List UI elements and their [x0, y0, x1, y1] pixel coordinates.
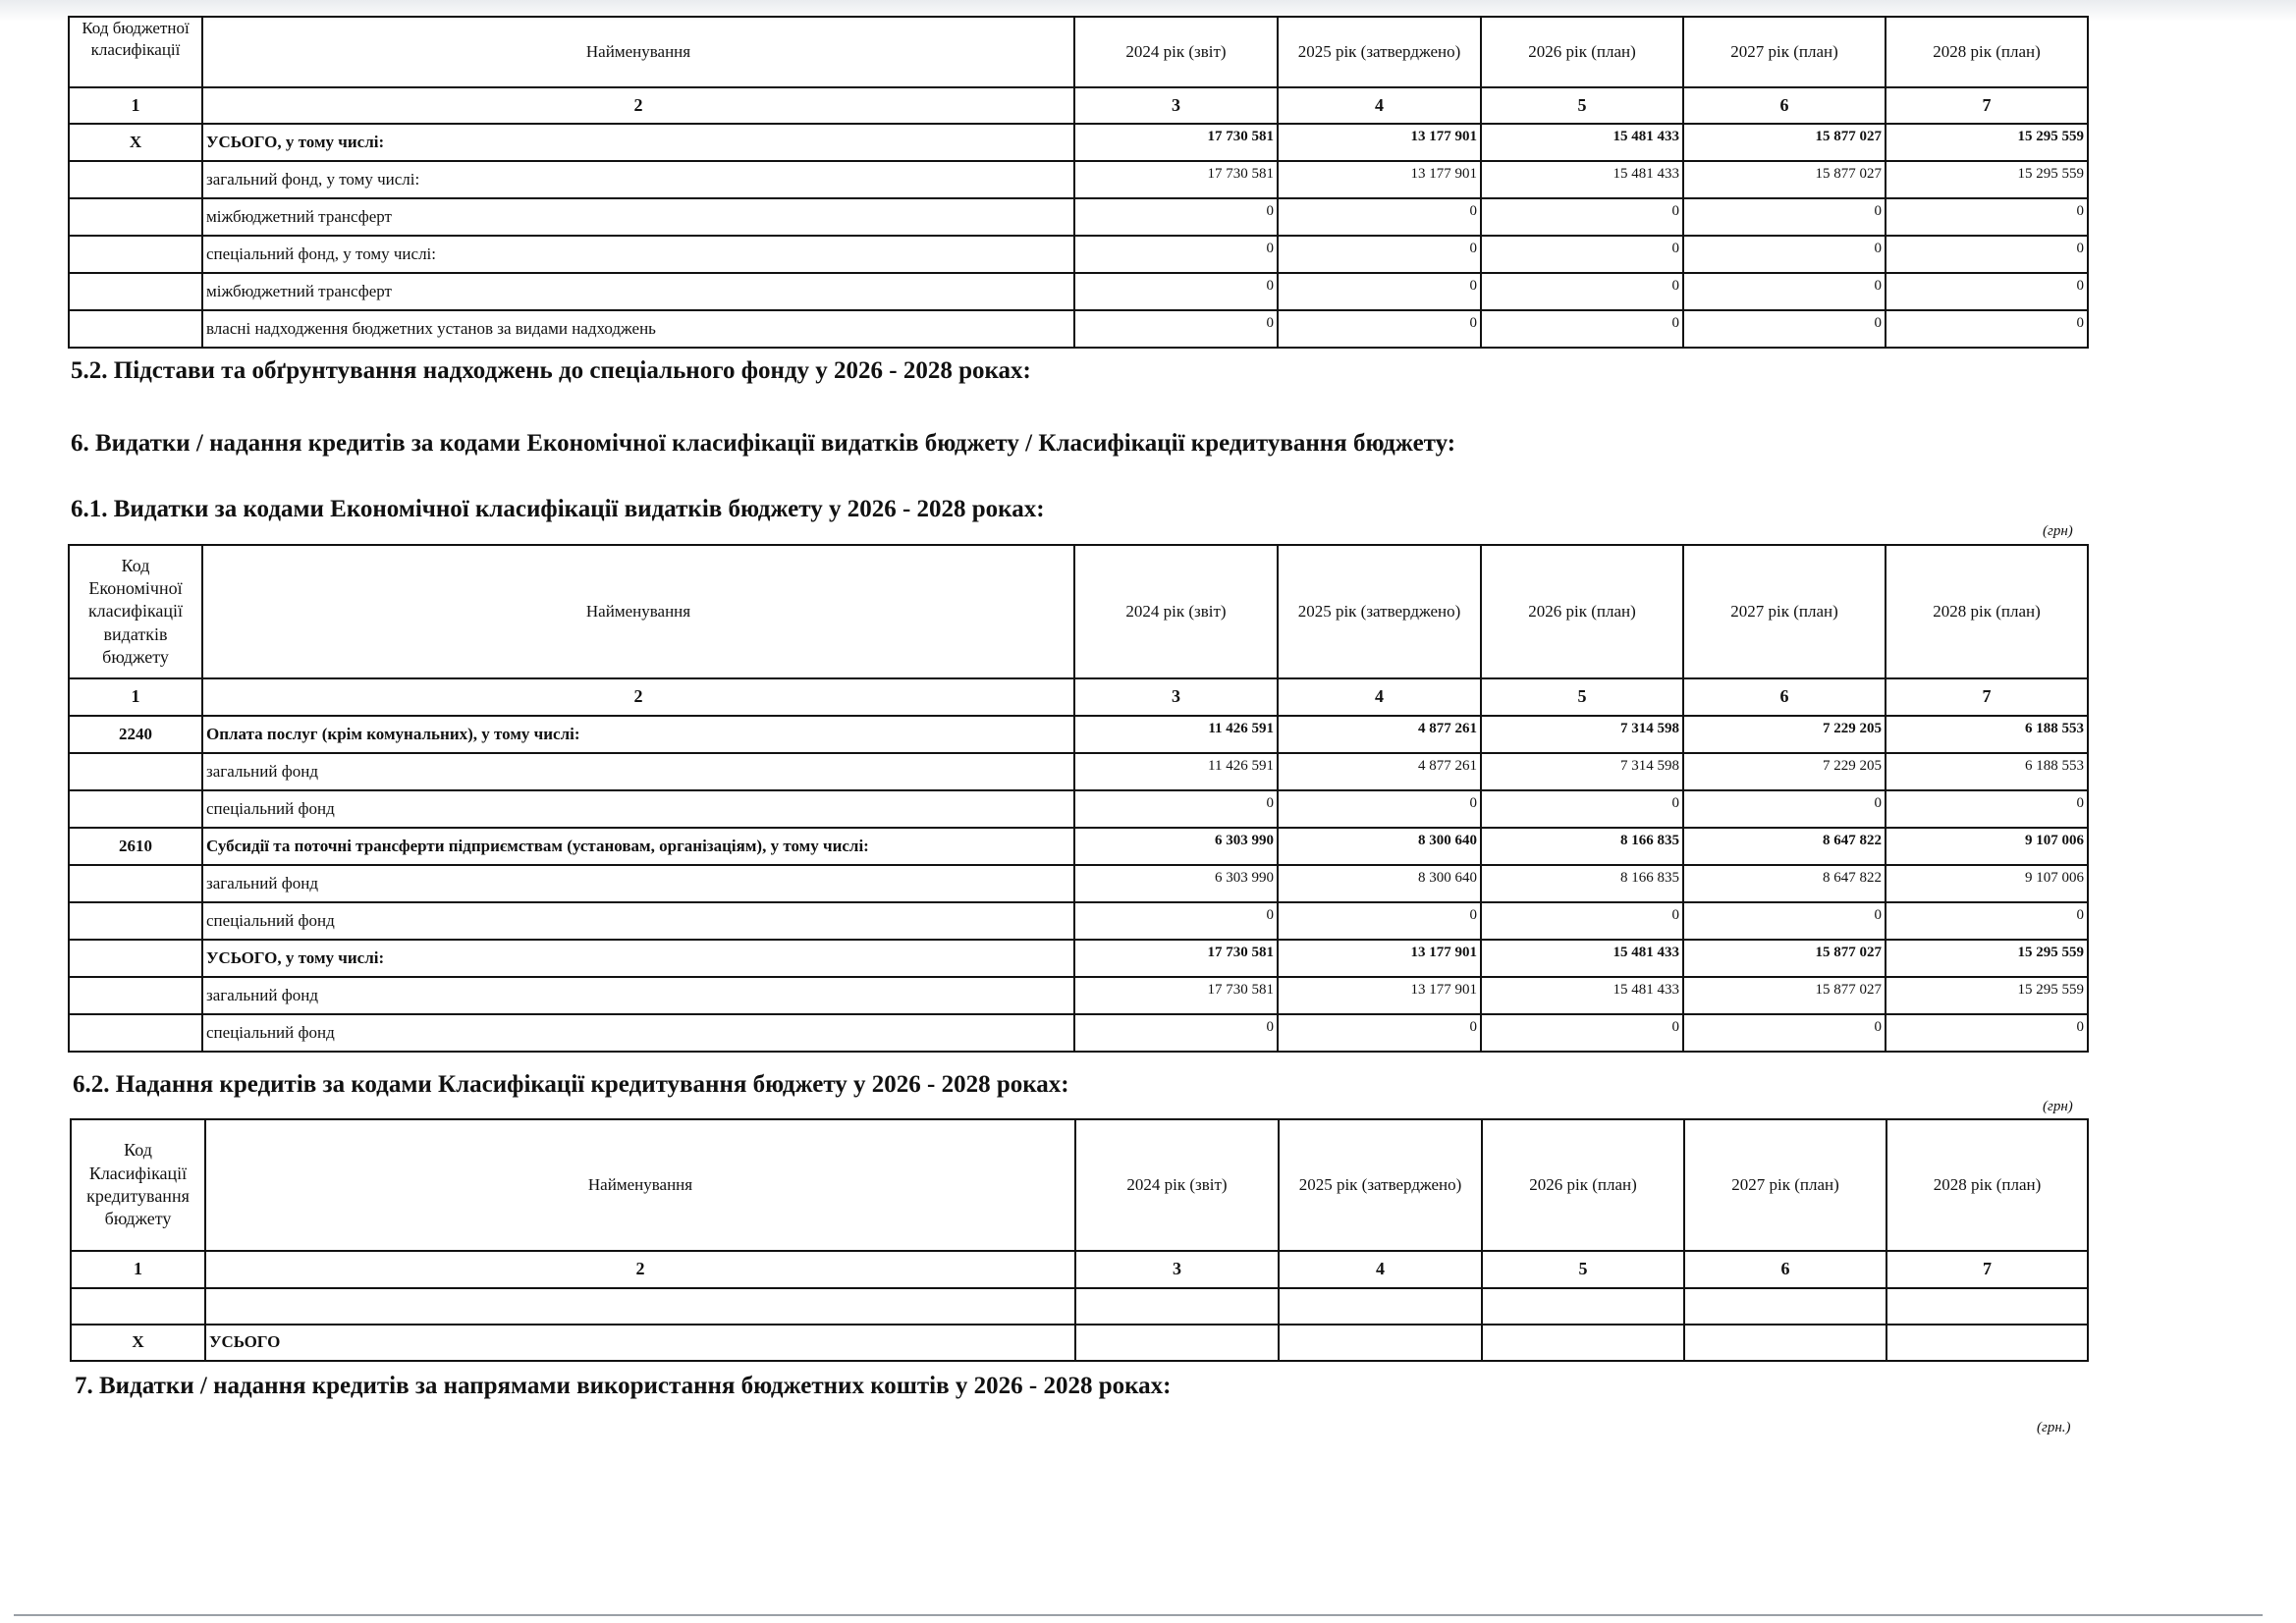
- col-num: 6: [1683, 678, 1886, 716]
- year-2025-header: 2025 рік (затверджено): [1278, 17, 1481, 87]
- name-header: Найменування: [205, 1119, 1075, 1251]
- row-value: 9 107 006: [1886, 828, 2088, 865]
- table-row: [71, 1288, 2088, 1325]
- row-value: 0: [1278, 198, 1481, 236]
- section-6-1-heading: 6.1. Видатки за кодами Економічної класифікації видатків бюджету у 2026 - 2028 роках:: [71, 496, 1045, 522]
- row-value: 0: [1886, 273, 2088, 310]
- row-value: 0: [1278, 236, 1481, 273]
- row-name: загальний фонд, у тому числі:: [202, 161, 1074, 198]
- row-value: 13 177 901: [1278, 977, 1481, 1014]
- row-value: 7 314 598: [1481, 753, 1683, 790]
- table-row: [69, 236, 2088, 273]
- expenditure-table: [68, 544, 2089, 1053]
- row-value: 8 300 640: [1278, 865, 1481, 902]
- row-code: [69, 902, 202, 940]
- revenue-table: [68, 16, 2089, 349]
- row-value: 15 481 433: [1481, 124, 1683, 161]
- year-2024-header: 2024 рік (звіт): [1074, 17, 1278, 87]
- row-value: 0: [1278, 1014, 1481, 1052]
- row-code: 2240: [69, 716, 202, 753]
- row-code: [69, 753, 202, 790]
- row-value: 0: [1886, 310, 2088, 348]
- row-value: 0: [1886, 790, 2088, 828]
- year-2026-header: 2026 рік (план): [1481, 17, 1683, 87]
- row-value: 17 730 581: [1074, 124, 1278, 161]
- col-num: 5: [1482, 1251, 1684, 1288]
- col-num: 4: [1278, 87, 1481, 124]
- row-value: [1482, 1325, 1684, 1361]
- row-value: 6 303 990: [1074, 865, 1278, 902]
- year-2028-header: 2028 рік (план): [1886, 17, 2088, 87]
- row-code: [69, 273, 202, 310]
- row-code: [69, 790, 202, 828]
- row-value: 6 188 553: [1886, 716, 2088, 753]
- year-2026-header: 2026 рік (план): [1482, 1119, 1684, 1251]
- row-value: 15 877 027: [1683, 977, 1886, 1014]
- row-name: загальний фонд: [202, 865, 1074, 902]
- row-value: 7 314 598: [1481, 716, 1683, 753]
- row-value: 4 877 261: [1278, 716, 1481, 753]
- year-2026-header: 2026 рік (план): [1481, 545, 1683, 678]
- table-row: [69, 902, 2088, 940]
- row-code: [69, 977, 202, 1014]
- row-value: 0: [1481, 790, 1683, 828]
- col-num: 1: [69, 678, 202, 716]
- row-name: власні надходження бюджетних установ за видами надходжень: [202, 310, 1074, 348]
- row-value: 0: [1278, 790, 1481, 828]
- row-value: [1886, 1325, 2088, 1361]
- row-name: загальний фонд: [202, 753, 1074, 790]
- col-num: 1: [69, 87, 202, 124]
- row-value: 13 177 901: [1278, 124, 1481, 161]
- row-name: УСЬОГО, у тому числі:: [202, 940, 1074, 977]
- row-value: 0: [1074, 1014, 1278, 1052]
- row-value: [1886, 1288, 2088, 1325]
- column-number-row: [69, 87, 2088, 124]
- col-num: 3: [1074, 87, 1278, 124]
- row-code: Х: [71, 1325, 205, 1361]
- row-value: 17 730 581: [1074, 977, 1278, 1014]
- row-value: 0: [1481, 902, 1683, 940]
- row-value: 17 730 581: [1074, 940, 1278, 977]
- row-value: 15 295 559: [1886, 977, 2088, 1014]
- row-value: [1075, 1288, 1279, 1325]
- row-value: [1279, 1288, 1482, 1325]
- row-value: 0: [1481, 198, 1683, 236]
- col-num: 5: [1481, 678, 1683, 716]
- row-value: 7 229 205: [1683, 716, 1886, 753]
- row-value: 8 647 822: [1683, 865, 1886, 902]
- row-name: міжбюджетний трансферт: [202, 198, 1074, 236]
- year-2027-header: 2027 рік (план): [1683, 545, 1886, 678]
- column-number-row: [69, 678, 2088, 716]
- table-row: [69, 198, 2088, 236]
- row-name: УСЬОГО, у тому числі:: [202, 124, 1074, 161]
- row-value: 0: [1683, 1014, 1886, 1052]
- row-value: 0: [1886, 902, 2088, 940]
- row-value: 9 107 006: [1886, 865, 2088, 902]
- col-num: 2: [202, 87, 1074, 124]
- row-value: 0: [1886, 198, 2088, 236]
- row-value: 0: [1278, 273, 1481, 310]
- row-name: спеціальний фонд: [202, 1014, 1074, 1052]
- row-value: [1279, 1325, 1482, 1361]
- table-row: [69, 310, 2088, 348]
- row-value: 15 295 559: [1886, 940, 2088, 977]
- row-code: [69, 865, 202, 902]
- row-value: 8 647 822: [1683, 828, 1886, 865]
- section-5-2-heading: 5.2. Підстави та обґрунтування надходжень до спеціального фонду у 2026 - 2028 роках:: [71, 357, 1031, 384]
- year-2027-header: 2027 рік (план): [1684, 1119, 1886, 1251]
- year-2025-header: 2025 рік (затверджено): [1278, 545, 1481, 678]
- row-name: загальний фонд: [202, 977, 1074, 1014]
- name-header: Найменування: [202, 17, 1074, 87]
- year-2024-header: 2024 рік (звіт): [1075, 1119, 1279, 1251]
- col-num: 7: [1886, 678, 2088, 716]
- table-row: [69, 161, 2088, 198]
- row-value: 0: [1481, 236, 1683, 273]
- section-6-heading: 6. Видатки / надання кредитів за кодами Економічної класифікації видатків бюджету / Класифікації кредитування бюджету:: [71, 430, 1456, 457]
- row-value: 15 877 027: [1683, 124, 1886, 161]
- row-code: [69, 310, 202, 348]
- table-row: [69, 865, 2088, 902]
- row-value: [1684, 1288, 1886, 1325]
- code-header: Код бюджетної класифікації: [69, 17, 202, 87]
- row-code: [69, 1014, 202, 1052]
- year-2024-header: 2024 рік (звіт): [1074, 545, 1278, 678]
- row-value: 0: [1683, 236, 1886, 273]
- row-value: 0: [1481, 1014, 1683, 1052]
- row-value: 15 481 433: [1481, 940, 1683, 977]
- table-row: [69, 828, 2088, 865]
- row-value: 8 166 835: [1481, 828, 1683, 865]
- row-value: 15 877 027: [1683, 161, 1886, 198]
- unit-label: (грн.): [2037, 1420, 2071, 1435]
- table-row: [69, 753, 2088, 790]
- row-value: 17 730 581: [1074, 161, 1278, 198]
- row-value: 0: [1278, 310, 1481, 348]
- col-num: 1: [71, 1251, 205, 1288]
- row-value: [1075, 1325, 1279, 1361]
- row-value: 0: [1683, 273, 1886, 310]
- row-code: [69, 161, 202, 198]
- year-2027-header: 2027 рік (план): [1683, 17, 1886, 87]
- row-value: 6 188 553: [1886, 753, 2088, 790]
- row-value: 15 481 433: [1481, 161, 1683, 198]
- section-6-2-heading: 6.2. Надання кредитів за кодами Класифікації кредитування бюджету у 2026 - 2028 роках:: [73, 1071, 1069, 1098]
- table-row: [69, 273, 2088, 310]
- col-num: 4: [1279, 1251, 1482, 1288]
- row-code: [69, 198, 202, 236]
- row-name: Оплата послуг (крім комунальних), у тому числі:: [202, 716, 1074, 753]
- row-value: 13 177 901: [1278, 161, 1481, 198]
- row-value: 0: [1683, 790, 1886, 828]
- row-value: 0: [1886, 236, 2088, 273]
- table-row: [69, 1014, 2088, 1052]
- row-value: 15 481 433: [1481, 977, 1683, 1014]
- row-code: [69, 940, 202, 977]
- row-value: 0: [1683, 198, 1886, 236]
- row-value: 0: [1278, 902, 1481, 940]
- row-value: 11 426 591: [1074, 716, 1278, 753]
- table-row: [69, 977, 2088, 1014]
- row-code: [69, 236, 202, 273]
- col-num: 2: [202, 678, 1074, 716]
- row-name: міжбюджетний трансферт: [202, 273, 1074, 310]
- row-code: [71, 1288, 205, 1325]
- row-code: 2610: [69, 828, 202, 865]
- table-row: [69, 790, 2088, 828]
- col-num: 2: [205, 1251, 1075, 1288]
- credit-table: [70, 1118, 2089, 1362]
- row-value: 8 166 835: [1481, 865, 1683, 902]
- row-value: 15 295 559: [1886, 124, 2088, 161]
- table-row: [69, 940, 2088, 977]
- row-value: 13 177 901: [1278, 940, 1481, 977]
- row-name: УСЬОГО: [205, 1325, 1075, 1361]
- row-value: 0: [1074, 273, 1278, 310]
- col-num: 7: [1886, 1251, 2088, 1288]
- code-header: Код Економічної класифікації видатків бюджету: [69, 545, 202, 678]
- row-value: 0: [1074, 902, 1278, 940]
- col-num: 6: [1684, 1251, 1886, 1288]
- col-num: 3: [1074, 678, 1278, 716]
- table-row: [69, 716, 2088, 753]
- row-value: 4 877 261: [1278, 753, 1481, 790]
- table-row: [71, 1325, 2088, 1361]
- row-value: 0: [1074, 236, 1278, 273]
- code-header: Код Класифікації кредитування бюджету: [71, 1119, 205, 1251]
- row-name: [205, 1288, 1075, 1325]
- column-number-row: [71, 1251, 2088, 1288]
- row-name: Субсидії та поточні трансферти підприємствам (установам, організаціям), у тому числі:: [202, 828, 1074, 865]
- year-2028-header: 2028 рік (план): [1886, 545, 2088, 678]
- row-value: [1684, 1325, 1886, 1361]
- col-num: 7: [1886, 87, 2088, 124]
- year-2028-header: 2028 рік (план): [1886, 1119, 2088, 1251]
- row-value: 8 300 640: [1278, 828, 1481, 865]
- row-code: Х: [69, 124, 202, 161]
- row-value: 11 426 591: [1074, 753, 1278, 790]
- row-value: 0: [1074, 310, 1278, 348]
- year-2025-header: 2025 рік (затверджено): [1279, 1119, 1482, 1251]
- table-row: [69, 124, 2088, 161]
- name-header: Найменування: [202, 545, 1074, 678]
- unit-label: (грн): [2043, 523, 2073, 539]
- row-value: 15 295 559: [1886, 161, 2088, 198]
- row-value: 0: [1481, 310, 1683, 348]
- row-name: спеціальний фонд: [202, 902, 1074, 940]
- section-7-heading: 7. Видатки / надання кредитів за напрямами використання бюджетних коштів у 2026 - 2028 роках:: [75, 1373, 1172, 1399]
- row-value: 0: [1074, 198, 1278, 236]
- row-value: 7 229 205: [1683, 753, 1886, 790]
- col-num: 6: [1683, 87, 1886, 124]
- row-name: спеціальний фонд, у тому числі:: [202, 236, 1074, 273]
- row-value: 0: [1074, 790, 1278, 828]
- scan-bottom-line: [14, 1614, 2263, 1616]
- row-value: 0: [1886, 1014, 2088, 1052]
- row-value: 0: [1481, 273, 1683, 310]
- row-value: 15 877 027: [1683, 940, 1886, 977]
- col-num: 3: [1075, 1251, 1279, 1288]
- unit-label: (грн): [2043, 1099, 2073, 1114]
- row-name: спеціальний фонд: [202, 790, 1074, 828]
- row-value: 0: [1683, 310, 1886, 348]
- row-value: 0: [1683, 902, 1886, 940]
- row-value: [1482, 1288, 1684, 1325]
- col-num: 4: [1278, 678, 1481, 716]
- row-value: 6 303 990: [1074, 828, 1278, 865]
- col-num: 5: [1481, 87, 1683, 124]
